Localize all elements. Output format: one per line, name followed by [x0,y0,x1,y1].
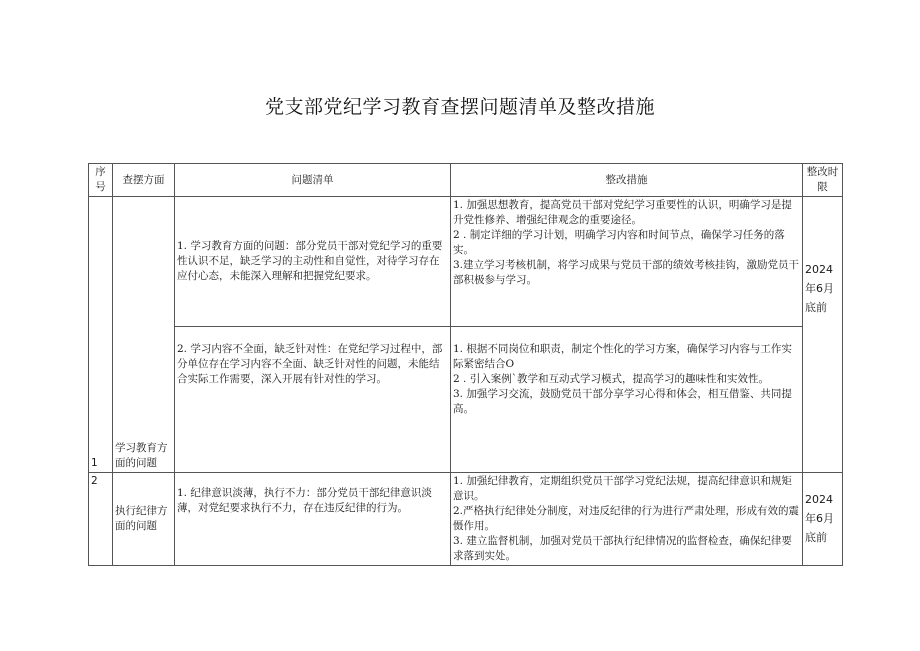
table-row [89,327,843,473]
table-row [89,197,843,327]
measure-item: 2 . 引入案例`教学和互动式学习模式，提高学习的趣味性和实效性。 [453,373,769,385]
measure-item: 3. 加强学习交流，鼓励党员干部分享学习心得和体会，相互借鉴、共同提高。 [453,388,792,415]
measure-item: 1. 加强纪律教育，定期组织党员干部学习党纪法规，提高纪律意识和规矩意识。 [453,475,792,502]
row-aspect: 执行纪律方面的问题 [113,473,175,566]
row-number: 1 [89,197,113,473]
measure-item: 2.严格执行纪律处分制度，对违反纪律的行为进行严肃处理，形成有效的震慑作用。 [453,505,800,532]
problem-text: 2. 学习内容不全面，缺乏针对性：在党纪学习过程中，部分单位存在学习内容不全面、缺乏针对性的问题，未能结合实际工作需要，深入开展有针对性的学习。 [177,343,443,385]
problem-cell [175,327,451,473]
header-no: 序号 [89,164,113,197]
measures-cell [451,327,803,473]
measure-item: 1. 根据不同岗位和职责，制定个性化的学习方案，确保学习内容与工作实际紧密结合O [453,343,792,370]
row-aspect: 学习教育方面的问题 [113,197,175,473]
measure-item: 3.建立学习考核机制，将学习成果与党员干部的绩效考核挂钩，激励党员干部积极参与学习。 [453,259,800,286]
page-title: 党支部党纪学习教育查摆问题清单及整改措施 [264,96,655,118]
deadline-text: 2024年6月底前 [805,263,834,314]
problem-text: 1. 纪律意识淡薄，执行不力：部分党员干部纪律意识淡薄，对党纪要求执行不力，存在违反纪律的行为。 [177,487,432,514]
table-row [89,473,843,566]
measures-cell [451,197,803,327]
header-deadline: 整改时限 [803,164,843,197]
deadline-text: 2024年6月底前 [805,493,834,544]
row-number: 2 [89,473,113,566]
header-measures: 整改措施 [451,164,803,197]
header-problem: 问题清单 [175,164,451,197]
measure-item: 2 . 制定详细的学习计划，明确学习内容和时间节点，确保学习任务的落实。 [453,229,785,256]
deadline-cell [803,197,843,473]
measures-cell [451,473,803,566]
measure-item: 1. 加强思想教育，提高党员干部对党纪学习重要性的认识，明确学习是提升党性修养、增强纪律观念的重要途径。 [453,199,792,226]
problem-cell [175,473,451,566]
deadline-cell [803,473,843,566]
rectification-table [88,163,843,566]
header-aspect: 查摆方面 [113,164,175,197]
table-header-row [89,164,843,197]
measure-item: 3. 建立监督机制，加强对党员干部执行纪律情况的监督检查，确保纪律要求落到实处。 [453,535,792,562]
problem-cell: 1. 学习教育方面的问题：部分党员干部对党纪学习的重要性认识不足，缺乏学习的主动性和自觉性，对待学习存在应付心态，未能深入理解和把握党纪要求。 [175,197,451,327]
